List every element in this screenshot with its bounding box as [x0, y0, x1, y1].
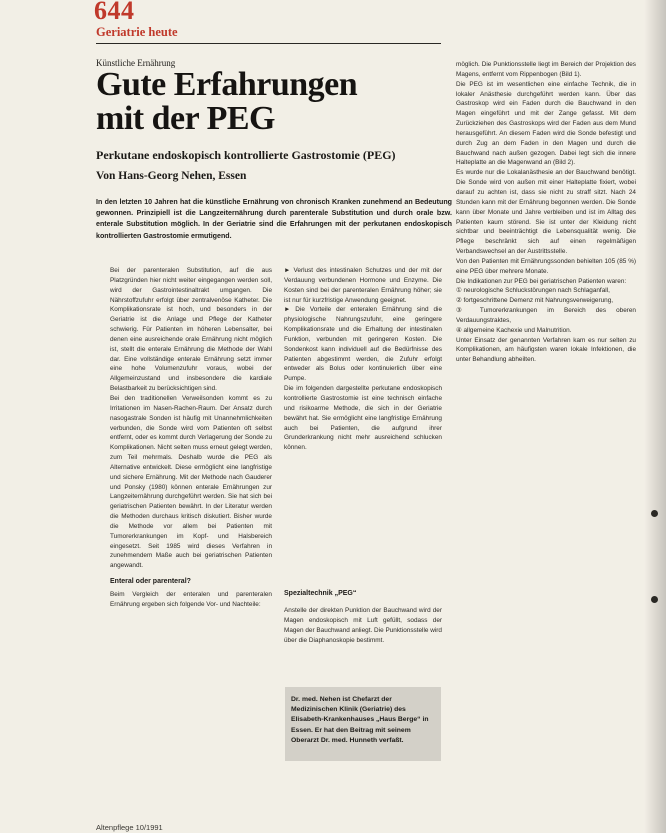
paragraph: Beim Vergleich der enteralen und parenteralen Ernährung ergeben sich folgende Vor- und Nachteile: — [110, 591, 272, 608]
list-item: ③ Tumorerkrankungen im Bereich des oberen Verdauungstraktes, — [456, 307, 636, 324]
paragraph: Die PEG ist im wesentlichen eine einfache Technik, die in lokaler Anästhesie durchgeführt werden kann. Über das Gastroskop wird ein Faden durch die Bauchwand in den Magen eingeführt und mit der Zange gefasst. Mit dem Zurückziehen des Gastroskops wird der Faden aus dem Mund herausgeführt. An diesem Faden wird die Sonde befestigt und durch Zug an dem Faden in den Magen und durch die Bauchwand nach außen gezogen. Dabei legt sich die innere Halteplatte an die Magenwand an (Bild 2). — [456, 80, 636, 167]
paragraph: Bei der parenteralen Substitution, auf die aus Platzgründen hier nicht weiter eingegangen werden soll, wird der Gastrointestinaltrakt umgangen. Die Nährstoffzufuhr erfolgt über zentralvenöse Katheter. Die Komplikationsrate ist hoch, und besonders in der Geriatrie ist die Anlage und Pflege der Katheter schwierig. Für Patienten im höheren Lebensalter, bei denen eine ausreichende orale Ernährung nicht möglich ist, stellt die enterale Ernährung die Methode der Wahl dar. Eine vollständige enterale Ernährung setzt immer eine hohe Volumenzufuhr voraus, wobei der Allgemeinzustand und insbesondere die kardiale Belastbarkeit zu berücksichtigen sind. — [110, 267, 272, 393]
paragraph: Bei den traditionellen Verweilsonden kommt es zu Irritationen im Nasen-Rachen-Raum. Der Ansatz durch nasogastrale Sonden ist häufig mit Unannehmlichkeiten verbunden, die Sonde wird vom Patienten oft selbst entfernt, oder es kommt durch Verlagerung der Sonde zu Komplikationen. Nicht selten muss erneut gelegt werden, zum Teil mehrmals. Deshalb wurde die PEG als Alternative entwickelt. Diese ermöglicht eine langfristige und sichere Ernährung. Mit der Methode nach Gauderer und Ponsky (1980) können enterale Ernährungen zur Langzeiternährung durchgeführt werden. Sie hat sich bei geriatrischen Patienten bewährt. In der Literatur werden die Methoden durchaus kritisch diskutiert. Bisher wurde die Methode vor allem bei Patienten mit Tumorerkrankungen im Kopf- und Halsbereich eingesetzt. Seit 1985 wird dieses Verfahren in zunehmendem Maße auch bei geriatrischen Patienten angewandt. — [110, 394, 272, 570]
paragraph: Die im folgenden dargestellte perkutane endoskopisch kontrollierte Gastrostomie ist eine technisch einfache und risikoarme Methode, die sich in der Geriatrie bewährt hat. Sie ermöglicht eine langfristige Ernährung auch bei Patienten, die aufgrund ihrer Grunderkrankung nicht mehr ausreichend schlucken können. — [284, 385, 442, 452]
binding-shadow — [644, 0, 666, 833]
paragraph: Anstelle der direkten Punktion der Bauchwand wird der Magen endoskopisch mit Luft gefüllt, sodass der Magen der Bauchwand anliegt. Die Punktionsstelle wird über die Diaphanoskopie bestimmt. — [284, 607, 442, 644]
list-item: ④ allgemeine Kachexie und Malnutrition. — [456, 326, 572, 334]
paragraph: ► Verlust des intestinalen Schutzes und der mit der Verdauung verbundenen Hormone und Enzyme. Die Kosten sind bei der parenteralen Ernährung höher; sie ist nur für kurzfristige Anwendung geeignet. — [284, 267, 442, 304]
list-item: ① neurologische Schluckstörungen nach Schlaganfall, — [456, 287, 610, 295]
column-2 — [284, 266, 442, 554]
headline-line-2: mit der PEG — [96, 100, 275, 137]
column-1 — [110, 266, 272, 794]
lead-paragraph: In den letzten 10 Jahren hat die künstliche Ernährung von chronisch Kranken zunehmend an Bedeutung gewonnen. Prinzipiell ist die Langzeiternährung durch parenterale Substitution und durch orale bzw. enterale Substitution möglich. In der Geriatrie sind die Erfahrungen mit der perkutanen endoskopisch kontrollierten Gastrostomie ermutigend. — [96, 198, 452, 240]
punch-hole — [651, 596, 658, 603]
author-info-box: Dr. med. Nehen ist Chefarzt der Medizinischen Klinik (Geriatrie) des Elisabeth-Krankenhauses „Haus Berge“ in Essen. Er hat den Beitrag mit seinem Oberarzt Dr. med. Hunneth verfaßt. — [285, 687, 441, 761]
page-number: 644 — [94, 0, 135, 25]
section-rule — [96, 43, 441, 44]
author-byline: Von Hans-Georg Nehen, Essen — [96, 170, 247, 182]
kicker: Künstliche Ernährung — [96, 58, 176, 68]
punch-hole — [651, 510, 658, 517]
list-item: ② fortgeschrittene Demenz mit Nahrungsverweigerung, — [456, 297, 614, 305]
subheading: Enteral oder parenteral? — [110, 578, 191, 586]
paragraph: ► Die Vorteile der enteralen Ernährung sind die physiologische Nahrungszufuhr, eine geringere Komplikationsrate und die Erhaltung der intestinalen Funktion, verbunden mit geringeren Kosten. Die Sondenkost kann individuell auf die Bedürfnisse des Patienten abgestimmt werden, die Zufuhr erfolgt entweder als Bolus oder kontinuierlich über eine Pumpe. — [284, 306, 442, 383]
footer: Altenpflege 10/1991 — [96, 823, 163, 832]
column-2-continued — [284, 606, 442, 672]
column-3 — [456, 60, 636, 760]
subtitle: Perkutane endoskopisch kontrollierte Gastrostomie (PEG) — [96, 148, 396, 162]
headline — [96, 68, 436, 136]
paragraph: Von den Patienten mit Ernährungssonden behielten 105 (85 %) eine PEG über mehrere Monate. — [456, 257, 636, 275]
paragraph: Unter Einsatz der genannten Verfahren kam es nur selten zu Komplikationen, am häufigsten waren lokale Infektionen, die unter Behandlung abheilten. — [456, 336, 636, 364]
paragraph: Es wurde nur die Lokalanästhesie an der Bauchwand benötigt. Die Sonde wird von außen mit einer Halteplatte fixiert, wobei darauf zu achten ist, dass sie nicht zu straff sitzt. Nach 24 Stunden kann mit der Ernährung begonnen werden. Die Sonde kann über Monate und Jahre verbleiben und ist im Alltag des Patienten kaum störend. Sie ist unter der Kleidung nicht sichtbar und beeinträchtigt die Lebensqualität wenig. Die Pflege beschränkt sich auf einen regelmäßigen Verbandswechsel an der Austrittsstelle. — [456, 169, 636, 256]
subheading-peg: Spezialtechnik „PEG“ — [284, 590, 357, 597]
section-label: Geriatrie heute — [96, 25, 178, 39]
paragraph: Die Indikationen zur PEG bei geriatrischen Patienten waren: — [456, 277, 627, 285]
paragraph: möglich. Die Punktionsstelle liegt im Bereich der Projektion des Magens, entfernt vom Rippenbogen (Bild 1). — [456, 61, 636, 78]
headline-line-1: Gute Erfahrungen — [96, 66, 358, 103]
